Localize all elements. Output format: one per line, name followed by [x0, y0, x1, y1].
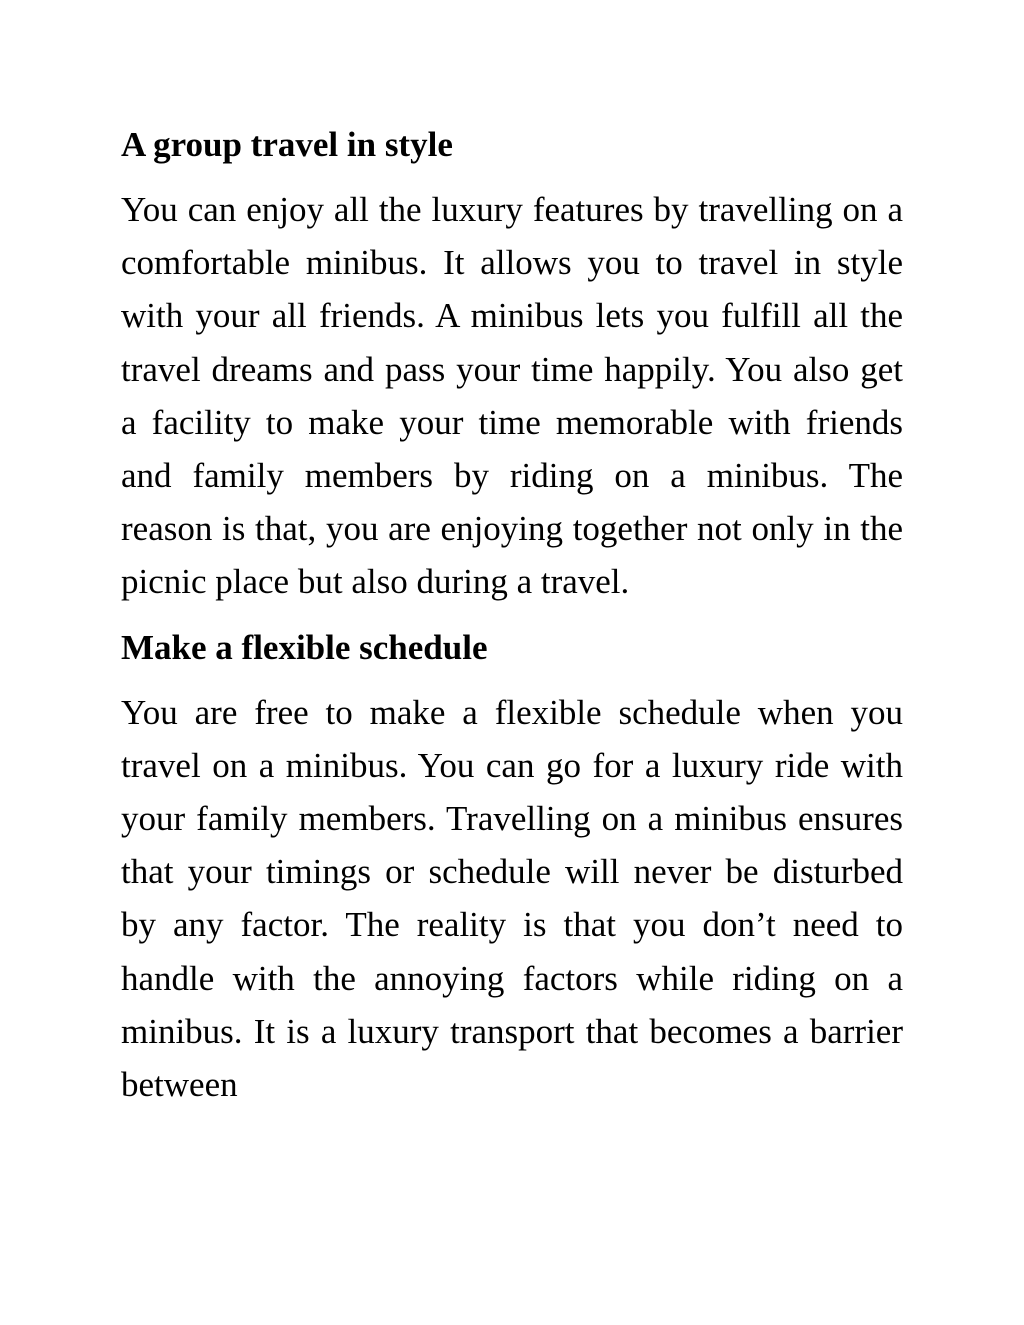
section-body-group-travel: You can enjoy all the luxury features by travelling on a comfortable minibus. It allows you to travel in style with your all friends. A minibus lets you fulfill all the travel dreams and pass your time happily. You also get a facility to make your time memorable with friends and family members by riding on a minibus. The reason is that, you are enjoying together not only in the picnic place but also during a travel.	[121, 190, 903, 602]
section-body-flexible-schedule: You are free to make a flexible schedule when you travel on a minibus. You can go for a luxury ride with your family members. Travelling on a minibus ensures that your timings or schedule will never be disturbed by any factor. The reality is that you don’t need to handle with the annoying factors while riding on a minibus. It is a luxury transport that becomes a barrier between	[121, 692, 903, 1105]
document-page	[121, 118, 903, 1123]
section-heading-group-travel: A group travel in style	[121, 125, 453, 164]
section-heading-flexible-schedule: Make a flexible schedule	[121, 627, 488, 667]
